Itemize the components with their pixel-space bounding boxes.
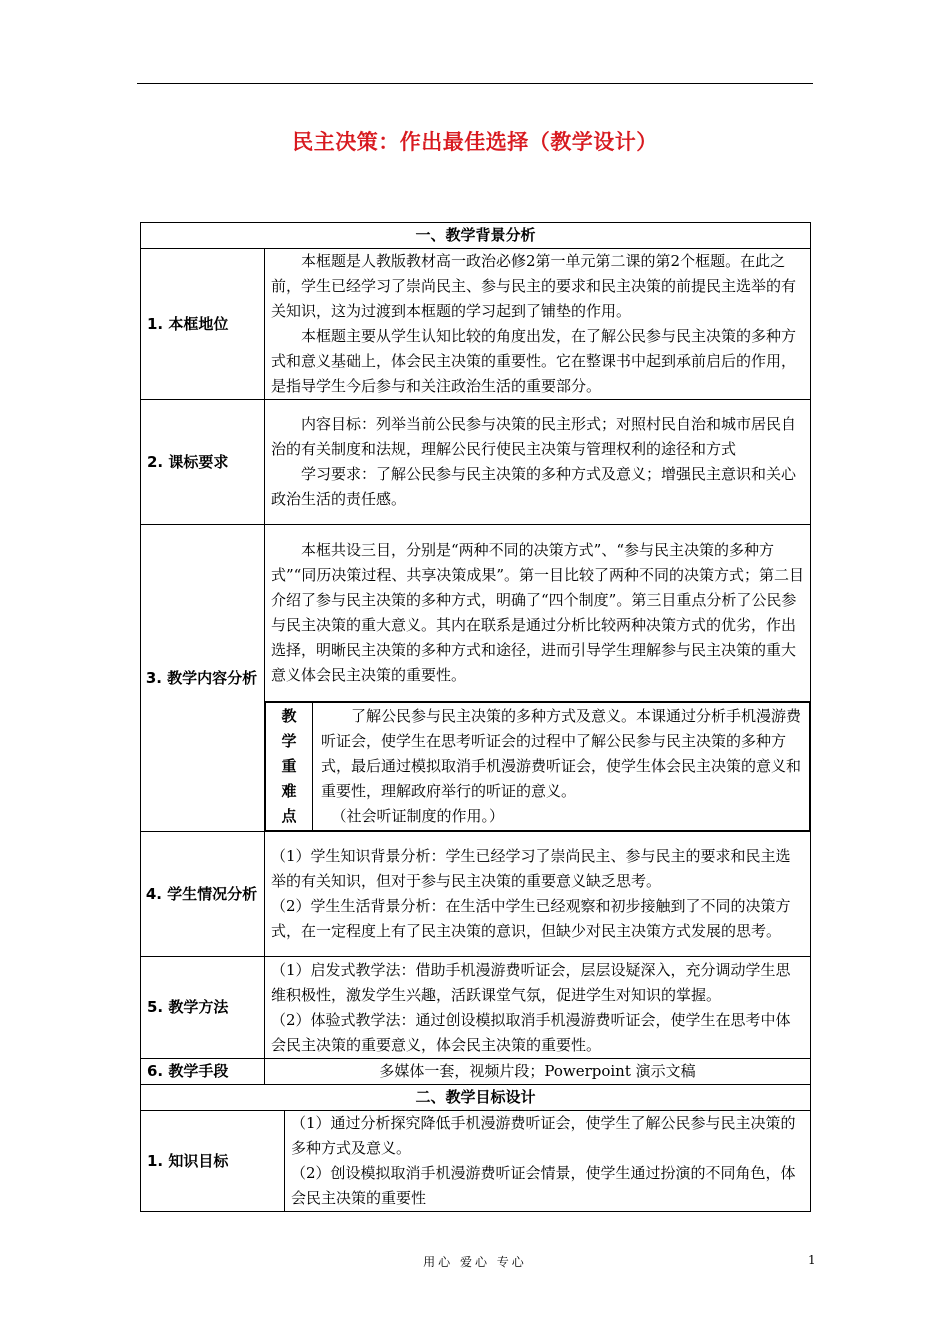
row-label-standard: 2. 课标要求 [141, 400, 265, 525]
table-row [141, 400, 811, 525]
paragraph: （社会听证制度的作用。） [331, 807, 505, 825]
row-label-student-analysis: 4. 学生情况分析 [141, 832, 265, 957]
paragraph: （1）学生知识背景分析：学生已经学习了崇尚民主、参与民主的要求和民主选举的有关知识，但对于参与民主决策的重要意义缺乏思考。 [271, 847, 791, 890]
paragraph: （1）启发式教学法：借助手机漫游费听证会，层层设疑深入，充分调动学生思维积极性，激发学生兴趣，活跃课堂气氛，促进学生对知识的掌握。 [271, 960, 791, 1004]
paragraph: （2）创设模拟取消手机漫游费听证会情景，使学生通过扮演的不同角色，体会民主决策的重要性 [291, 1164, 796, 1207]
footer-slogan: 用心 爱心 专心 [423, 1255, 527, 1269]
table-row [141, 957, 811, 1059]
paragraph: 本框题主要从学生认知比较的角度出发，在了解公民参与民主决策的多种方式和意义基础上，体会民主决策的重要性。它在整课书中起到承前启后的作用，是指导学生今后参与和关注政治生活的重要部分。 [271, 327, 797, 395]
document-title: 民主决策：作出最佳选择（教学设计） [292, 130, 658, 154]
lesson-plan-table [140, 222, 811, 1212]
paragraph: （1）通过分析探究降低手机漫游费听证会，使学生了解公民参与民主决策的多种方式及意义。 [291, 1114, 796, 1157]
key-points-subtable [265, 702, 810, 831]
row-content-student-analysis [265, 832, 811, 957]
row-label-content-analysis: 3. 教学内容分析 [141, 525, 265, 832]
paragraph: 学习要求：了解公民参与民主决策的多种方式及意义；增强民主意识和关心政治生活的责任感。 [271, 465, 797, 508]
paragraph: （2）学生生活背景分析：在生活中学生已经观察和初步接触到了不同的决策方式，在一定程度上有了民主决策的意识，但缺少对民主决策方式发展的思考。 [271, 897, 791, 940]
section-header-row [141, 1085, 811, 1111]
row-label-methods: 5. 教学方法 [141, 957, 265, 1059]
page-number: 1 [808, 1253, 816, 1267]
row-label-means: 6. 教学手段 [141, 1059, 265, 1085]
row-content-methods [265, 957, 811, 1059]
table-row [141, 832, 811, 957]
key-points-content [313, 703, 810, 831]
row-content-means: 多媒体一套，视频片段；Powerpoint 演示文稿 [265, 1059, 811, 1085]
section-goals-title: 二、教学目标设计 [141, 1085, 811, 1111]
paragraph: （2）体验式教学法：通过创设模拟取消手机漫游费听证会，使学生在思考中体会民主决策的重要意义，体会民主决策的重要性。 [271, 1010, 791, 1054]
header-rule [137, 83, 813, 84]
paragraph: 了解公民参与民主决策的多种方式及意义。本课通过分析手机漫游费听证会，使学生在思考听证会的过程中了解公民参与民主决策的多种方式，最后通过模拟取消手机漫游费听证会，使学生体会民主决策的意义和重要性，理解政府举行的听证的意义。 [321, 707, 802, 800]
table-row [141, 1059, 811, 1085]
paragraph: 本框题是人教版教材高一政治必修2第一单元第二课的第2个框题。在此之前，学生已经学习了崇尚民主、参与民主的要求和民主决策的前提民主选举的有关知识，这为过渡到本框题的学习起到了铺垫的作用。 [271, 252, 797, 320]
row-content-standard [265, 400, 811, 525]
row-label-knowledge-goal: 1. 知识目标 [141, 1111, 285, 1212]
table-row [141, 249, 811, 400]
section-background-title: 一、教学背景分析 [141, 223, 811, 249]
row-content-analysis [265, 525, 811, 702]
section-header-row [141, 223, 811, 249]
paragraph: 内容目标：列举当前公民参与决策的民主形式；对照村民自治和城市居民自治的有关制度和法规，理解公民行使民主决策与管理权利的途径和方式 [271, 415, 797, 458]
key-points-label: 教 学 重 难 点 [266, 703, 313, 831]
key-points-cell [265, 702, 811, 832]
row-label-position: 1. 本框地位 [141, 249, 265, 400]
row-content-position [265, 249, 811, 400]
table-row [141, 1111, 811, 1212]
paragraph: 本框共设三目，分别是“两种不同的决策方式”、“参与民主决策的多种方式”“同历决策过程、共享决策成果”。第一目比较了两种不同的决策方式；第二目介绍了参与民主决策的多种方式，明确了“四个制度”。第三目重点分析了公民参与民主决策的重大意义。其内在联系是通过分析比较两种决策方式的优劣，作出选择，明晰民主决策的多种方式和途径，进而引导学生理解参与民主决策的重大意义体会民主决策的重要性。 [271, 541, 805, 684]
table-row [141, 525, 811, 702]
row-content-knowledge-goal [285, 1111, 811, 1212]
